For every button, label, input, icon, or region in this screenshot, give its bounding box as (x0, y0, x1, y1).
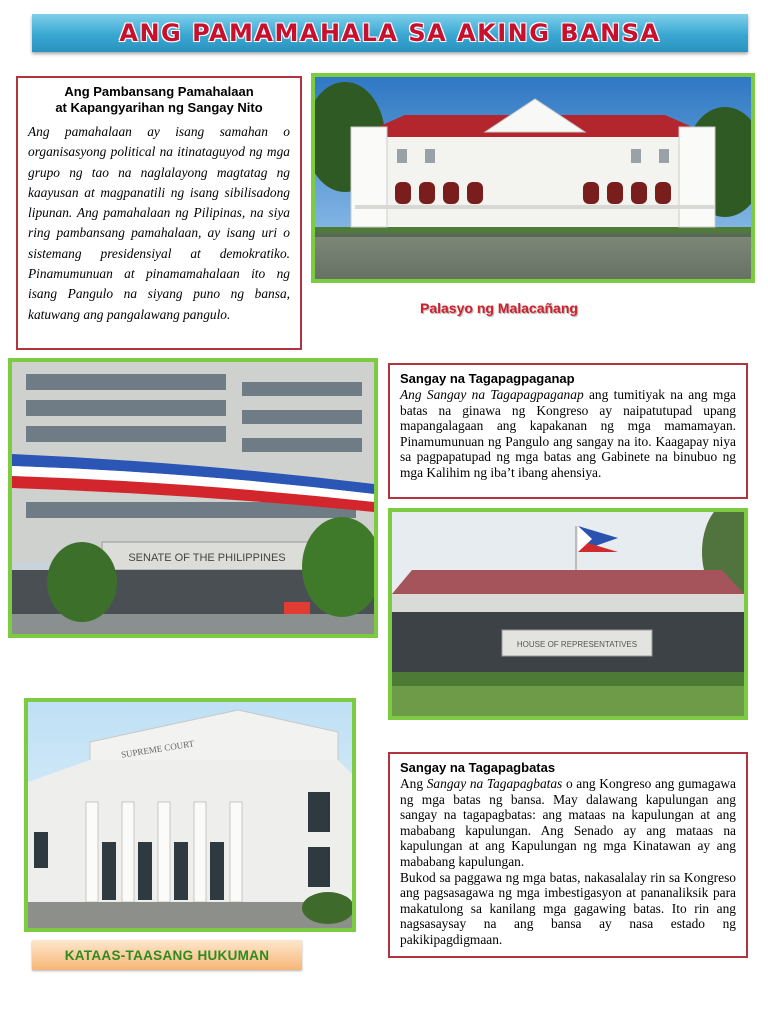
executive-term: Ang Sangay na Tagapagpaganap (400, 387, 584, 402)
house-sign: HOUSE OF REPRESENTATIVES (516, 640, 638, 649)
senate-sign: SENATE OF THE PHILIPPINES (128, 552, 286, 564)
intro-heading (28, 84, 290, 116)
legislative-box (388, 752, 748, 958)
executive-body (400, 387, 736, 481)
legislative-body-text-1: o ang Kongreso ang gumagawa ng mga batas ng bansa. May dalawang kapulungan ang sangay na tagapagbatas: ang mataas na kapulungan at ang mababang kapulungan. Ang Senado ay ang mataas na kapulungan at ang Kapulungan ng mga Kinatawan ay ang mababang kapulungan. (400, 776, 737, 869)
malacanang-photo (311, 73, 755, 283)
intro-box (16, 76, 302, 350)
page-title: ANG PAMAMAHALA SA AKING BANSA (119, 19, 661, 47)
legislative-body (400, 776, 736, 870)
executive-box (388, 363, 748, 499)
executive-heading: Sangay na Tagapagpaganap (400, 371, 575, 386)
executive-body-text: ang tumitiyak na ang mga batas na ginawa ng Kongreso ay naipatutupad upang mapangalagaan ang kapakanan ng mga mamamayan. Pinamumunuan ng Pangulo ang sangay na ito. Kaagapay niya sa pagpapatupad ng mga batas ang Gabinete na binubuo ng mga Kalihim ng iba’t ibang ahensiya. (400, 387, 736, 480)
intro-heading-line1: Ang Pambansang Pamahalaan (64, 84, 254, 99)
judiciary-label-box (32, 940, 302, 970)
legislative-term: Sangay na Tagapagbatas (426, 776, 563, 791)
supreme-court-sign: SUPREME COURT (120, 738, 195, 760)
malacanang-caption: Palasyo ng Malacañang (420, 300, 578, 316)
supreme-court-photo (24, 698, 356, 932)
legislative-heading: Sangay na Tagapagbatas (400, 760, 556, 775)
intro-body: Ang pamahalaan ay isang samahan o organisasyong political na itinataguyod ng mga grupo ng tao na naglalayong magtatag ng kaayusan at magpanatili ng isang sibilisadong lipunan. Ang pamahalaan ng Pilipinas, na siya ring pambansang pamahalaan, ay isang uri o sistemang presidensiyal at demokratiko. Pinamumunuan at pinamamahalaan ito ng isang Pangulo na siyang puno ng bansa, katuwang ang pangalawang pangulo. (28, 124, 290, 322)
legislative-body-2: Bukod sa paggawa ng mga batas, nakasalalay rin sa Kongreso ang pagsasagawa ng mga imbestigasyon at pananaliksik para makatulong sa kanilang mga gagawing batas. Ito rin ang nagsasaysay na ang bansa ay nasa estado ng pakikipagdigmaan. (400, 869, 736, 947)
title-banner (32, 14, 748, 52)
house-photo (388, 508, 748, 720)
senate-photo (8, 358, 378, 638)
intro-heading-line2: at Kapangyarihan ng Sangay Nito (55, 100, 263, 115)
legislative-prefix: Ang (400, 776, 427, 791)
judiciary-label: KATAAS-TAASANG HUKUMAN (64, 947, 270, 963)
